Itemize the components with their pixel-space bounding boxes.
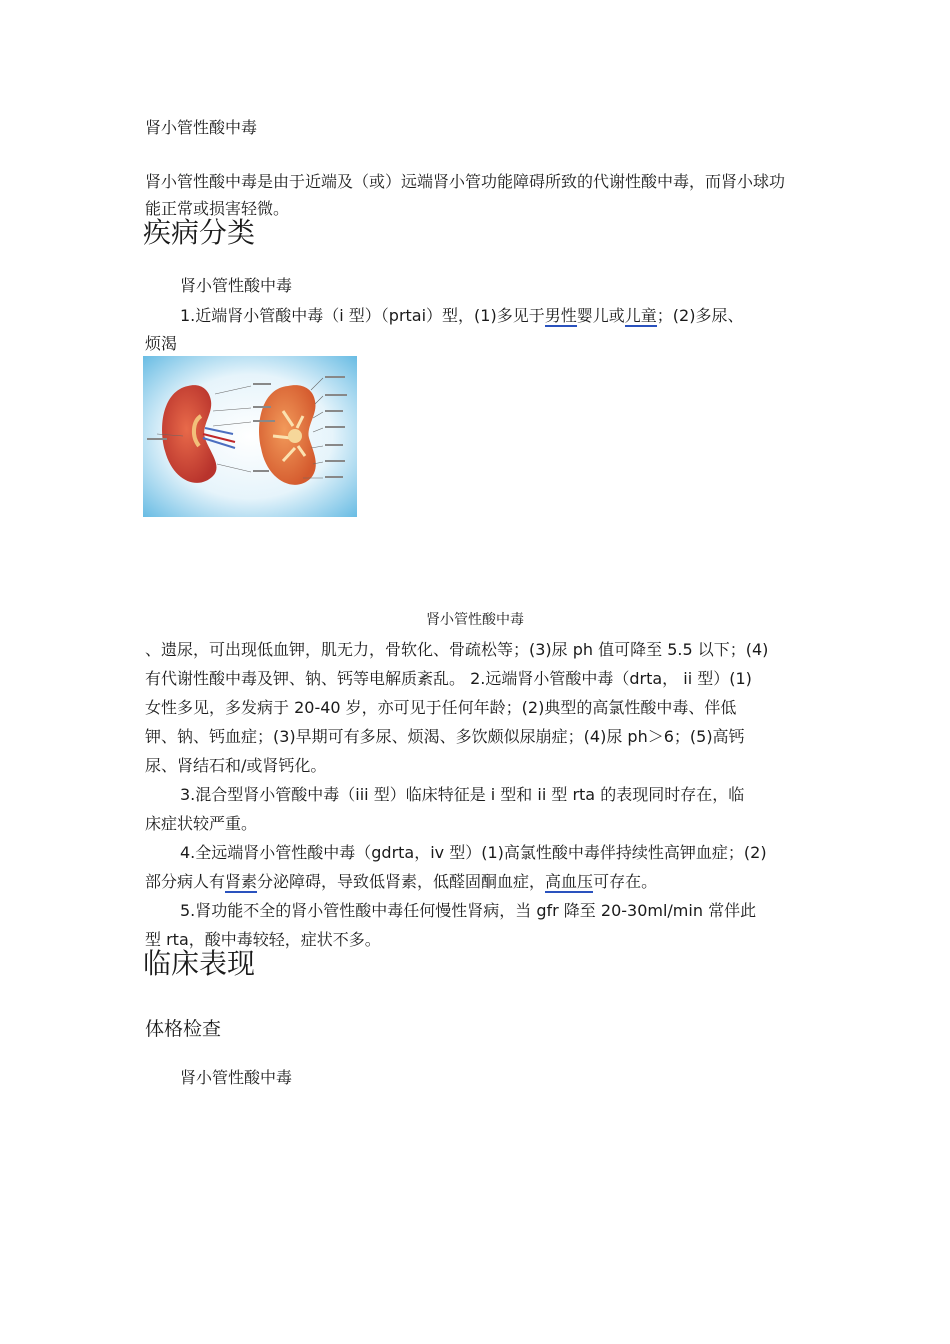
document-title: 肾小管性酸中毒 [145, 118, 258, 137]
link-male[interactable]: 男性 [544, 306, 577, 325]
link-children[interactable]: 儿童 [624, 306, 657, 325]
paragraph-2-line: 有代谢性酸中毒及钾、钠、钙等电解质紊乱。 2.远端肾小管酸中毒（drta， ii 型）(1) [145, 669, 752, 688]
paragraph-2-line: 钾、钠、钙血症；(3)早期可有多尿、烦渴、多饮颇似尿崩症；(4)尿 ph＞6；(5)高钙 [145, 727, 745, 746]
section-heading-classification: 疾病分类 [143, 216, 256, 249]
p1-text-b: 婴儿或 [576, 306, 625, 325]
paragraph-5-line: 型 rta，酸中毒较轻，症状不多。 [145, 930, 381, 949]
paragraph-1-line-1 [180, 306, 743, 326]
subsection-heading-physical-exam: 体格检查 [145, 1018, 222, 1040]
paragraph-3 [145, 780, 810, 838]
paragraph-4-line [145, 867, 810, 896]
sub-label: 肾小管性酸中毒 [180, 1068, 293, 1087]
paragraph-2 [145, 635, 810, 780]
sub-label: 肾小管性酸中毒 [180, 276, 293, 295]
p1-text-c: ；(2)多尿、 [656, 306, 744, 325]
paragraph-3-line: 3.混合型肾小管酸中毒（iii 型）临床特征是 i 型和 ii 型 rta 的表现同时存在，临 [180, 785, 745, 804]
kidney-illustration [143, 356, 357, 517]
paragraph-1-line-2: 烦渴 [145, 334, 178, 353]
p4-text-c: 可存在。 [593, 872, 658, 891]
p1-text-a: 1.近端肾小管酸中毒（i 型）（prtai）型，(1)多见于 [180, 306, 545, 325]
section-heading-clinical: 临床表现 [143, 947, 256, 980]
paragraph-2-line: 尿、肾结石和/或肾钙化。 [145, 756, 327, 775]
figure-caption: 肾小管性酸中毒 [426, 612, 524, 628]
link-hypertension[interactable]: 高血压 [545, 872, 594, 891]
paragraph-4-line: 4.全远端肾小管性酸中毒（gdrta，iv 型）(1)高氯性酸中毒伴持续性高钾血症；(2) [180, 843, 767, 862]
paragraph-3-line: 床症状较严重。 [145, 814, 258, 833]
paragraph-5 [145, 896, 810, 954]
paragraph-4 [145, 838, 810, 896]
p4-text-a: 部分病人有 [145, 872, 226, 891]
intro-line-1: 肾小管性酸中毒是由于近端及（或）远端肾小管功能障碍所致的代谢性酸中毒，而肾小球功 [145, 172, 786, 191]
paragraph-2-line: 女性多见，多发病于 20-40 岁，亦可见于任何年龄；(2)典型的高氯性酸中毒、伴低 [145, 698, 737, 717]
intro-line-2: 能正常或损害轻微。 [145, 199, 290, 218]
p4-text-b: 分泌障碍，导致低肾素，低醛固酮血症， [257, 872, 546, 891]
paragraph-2-line: 、遗尿，可出现低血钾，肌无力，骨软化、骨疏松等；(3)尿 ph 值可降至 5.5 以下；(4) [145, 640, 769, 659]
paragraph-5-line: 5.肾功能不全的肾小管性酸中毒任何慢性肾病，当 gfr 降至 20-30ml/min 常伴此 [180, 901, 757, 920]
link-renin[interactable]: 肾素 [225, 872, 258, 891]
